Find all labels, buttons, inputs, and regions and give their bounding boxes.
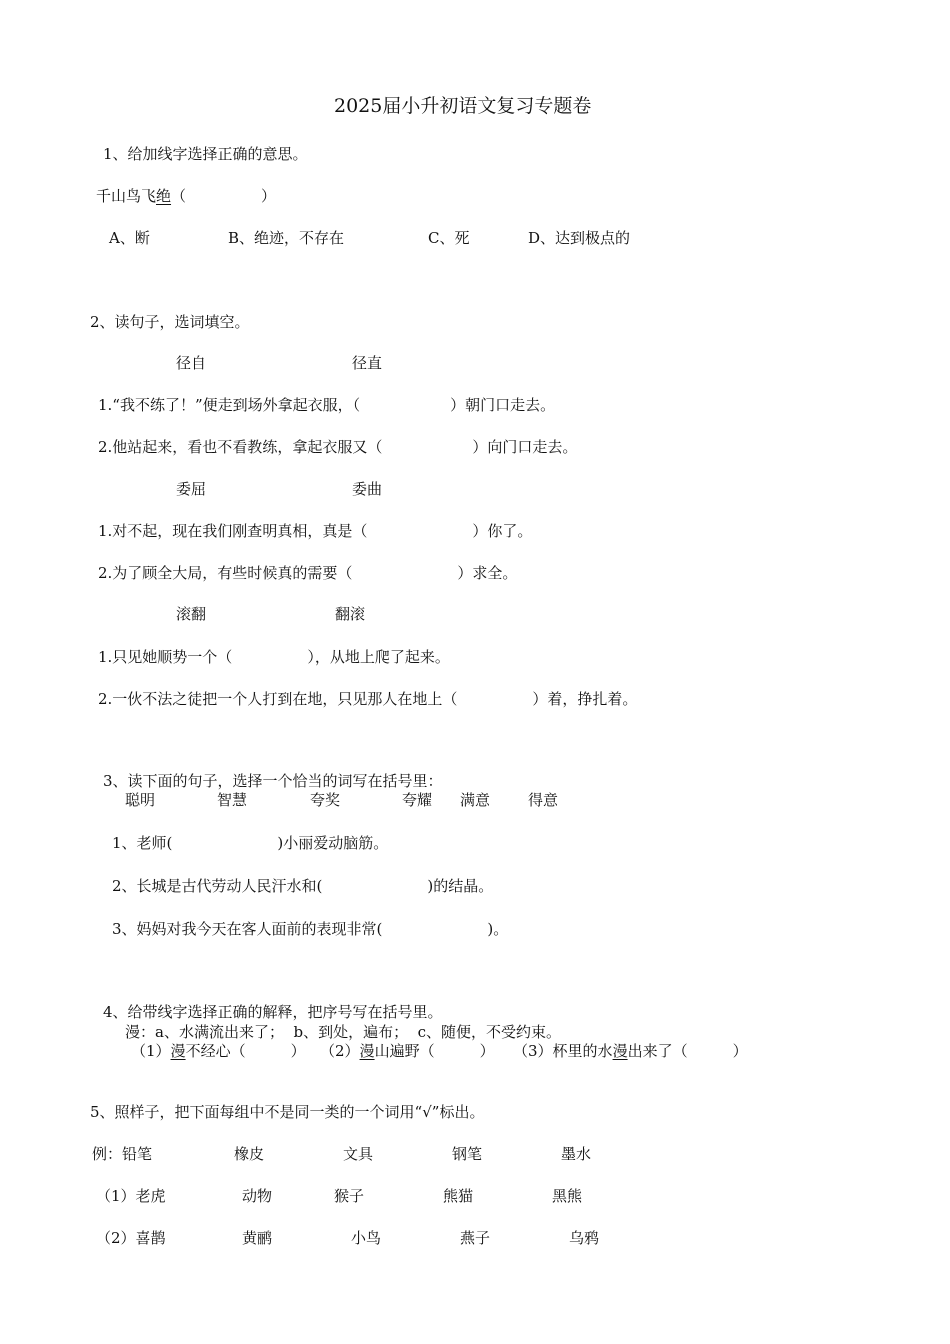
q2-g3-word-2: 翻滚 — [335, 605, 366, 623]
q4-underlined-char: 漫 — [612, 1042, 628, 1060]
q2-g3-word-1: 滚翻 — [176, 605, 207, 623]
q1-option-a: A、断 — [109, 229, 150, 247]
q3-word: 得意 — [528, 791, 559, 809]
q1-option-b: B、绝迹，不存在 — [228, 229, 345, 247]
q5-word: 墨水 — [561, 1145, 592, 1163]
q2-g3-sentence-2: 2.一伙不法之徒把一个人打到在地，只见那人在地上（ ）着，挣扎着。 — [98, 690, 638, 708]
q3-heading: 3、读下面的句子，选择一个恰当的词写在括号里： — [103, 772, 443, 790]
q4-item-1 — [131, 1041, 306, 1061]
q5-word: 熊猫 — [443, 1187, 474, 1205]
q3-word: 聪明 — [125, 791, 156, 809]
q2-g1-sentence-2: 2.他站起来，看也不看教练，拿起衣服又（ ）向门口走去。 — [98, 438, 578, 456]
q2-g1-sentence-1: 1.“我不练了！”便走到场外拿起衣服，（ ）朝门口走去。 — [98, 396, 556, 414]
q5-heading: 5、照样子，把下面每组中不是同一类的一个词用“√”标出。 — [90, 1103, 485, 1121]
q5-row-1-label: （1）老虎 — [96, 1187, 166, 1205]
q4-item-text: 出来了（ ） — [627, 1042, 748, 1060]
q3-word: 满意 — [460, 791, 491, 809]
q1-answer-blank: （ ） — [171, 187, 277, 205]
q4-item-text: 不经心（ ） — [185, 1042, 306, 1060]
q5-word: 橡皮 — [234, 1145, 265, 1163]
q1-option-d: D、达到极点的 — [528, 229, 631, 247]
q5-word: 文具 — [343, 1145, 374, 1163]
q4-item-3 — [513, 1041, 748, 1061]
q4-heading: 4、给带线字选择正确的解释，把序号写在括号里。 — [103, 1003, 443, 1021]
q3-sentence-2: 2、长城是古代劳动人民汗水和( )的结晶。 — [112, 877, 494, 895]
q5-word: 黑熊 — [552, 1187, 583, 1205]
q4-item-number: （3） — [513, 1042, 553, 1060]
q4-item-text: 山遍野（ ） — [374, 1042, 495, 1060]
q2-g1-word-1: 径自 — [176, 354, 207, 372]
q5-word: 小鸟 — [351, 1229, 382, 1247]
q2-g2-word-2: 委曲 — [352, 480, 383, 498]
q2-g3-sentence-1: 1.只见她顺势一个（ ），从地上爬了起来。 — [98, 648, 450, 666]
q4-item-2 — [320, 1041, 495, 1061]
q1-underlined-char: 绝 — [156, 187, 172, 205]
q3-sentence-1: 1、老师( )小丽爱动脑筋。 — [112, 834, 389, 852]
q1-stem-prefix: 千山鸟飞 — [96, 187, 157, 205]
q1-heading: 1、给加线字选择正确的意思。 — [103, 145, 308, 163]
q5-word: 动物 — [242, 1187, 273, 1205]
q4-underlined-char: 漫 — [359, 1042, 375, 1060]
q2-heading: 2、读句子，选词填空。 — [90, 313, 250, 331]
q2-g2-sentence-1: 1.对不起，现在我们刚查明真相，真是（ ）你了。 — [98, 522, 533, 540]
q4-underlined-char: 漫 — [170, 1042, 186, 1060]
q4-item-number: （1） — [131, 1042, 171, 1060]
q5-row-example-label: 例：铅笔 — [92, 1145, 153, 1163]
q3-word: 夸耀 — [402, 791, 433, 809]
q4-definition: 漫：a、水满流出来了； b、到处，遍布； c、随便，不受约束。 — [125, 1023, 562, 1041]
q2-g2-word-1: 委屈 — [176, 480, 207, 498]
q5-word: 乌鸦 — [569, 1229, 600, 1247]
q1-stem — [96, 186, 276, 206]
q3-word: 智慧 — [217, 791, 248, 809]
q4-item-text: 杯里的水 — [552, 1042, 613, 1060]
q5-word: 钢笔 — [452, 1145, 483, 1163]
q5-word: 燕子 — [460, 1229, 491, 1247]
page-title: 2025届小升初语文复习专题卷 — [334, 95, 592, 117]
q2-g2-sentence-2: 2.为了顾全大局，有些时候真的需要（ ）求全。 — [98, 564, 518, 582]
q5-row-2-label: （2）喜鹊 — [96, 1229, 166, 1247]
q3-word: 夸奖 — [310, 791, 341, 809]
q5-word: 黄鹂 — [242, 1229, 273, 1247]
q5-word: 猴子 — [334, 1187, 365, 1205]
q3-sentence-3: 3、妈妈对我今天在客人面前的表现非常( )。 — [112, 920, 509, 938]
q2-g1-word-2: 径直 — [352, 354, 383, 372]
q1-option-c: C、死 — [428, 229, 470, 247]
q4-item-number: （2） — [320, 1042, 360, 1060]
